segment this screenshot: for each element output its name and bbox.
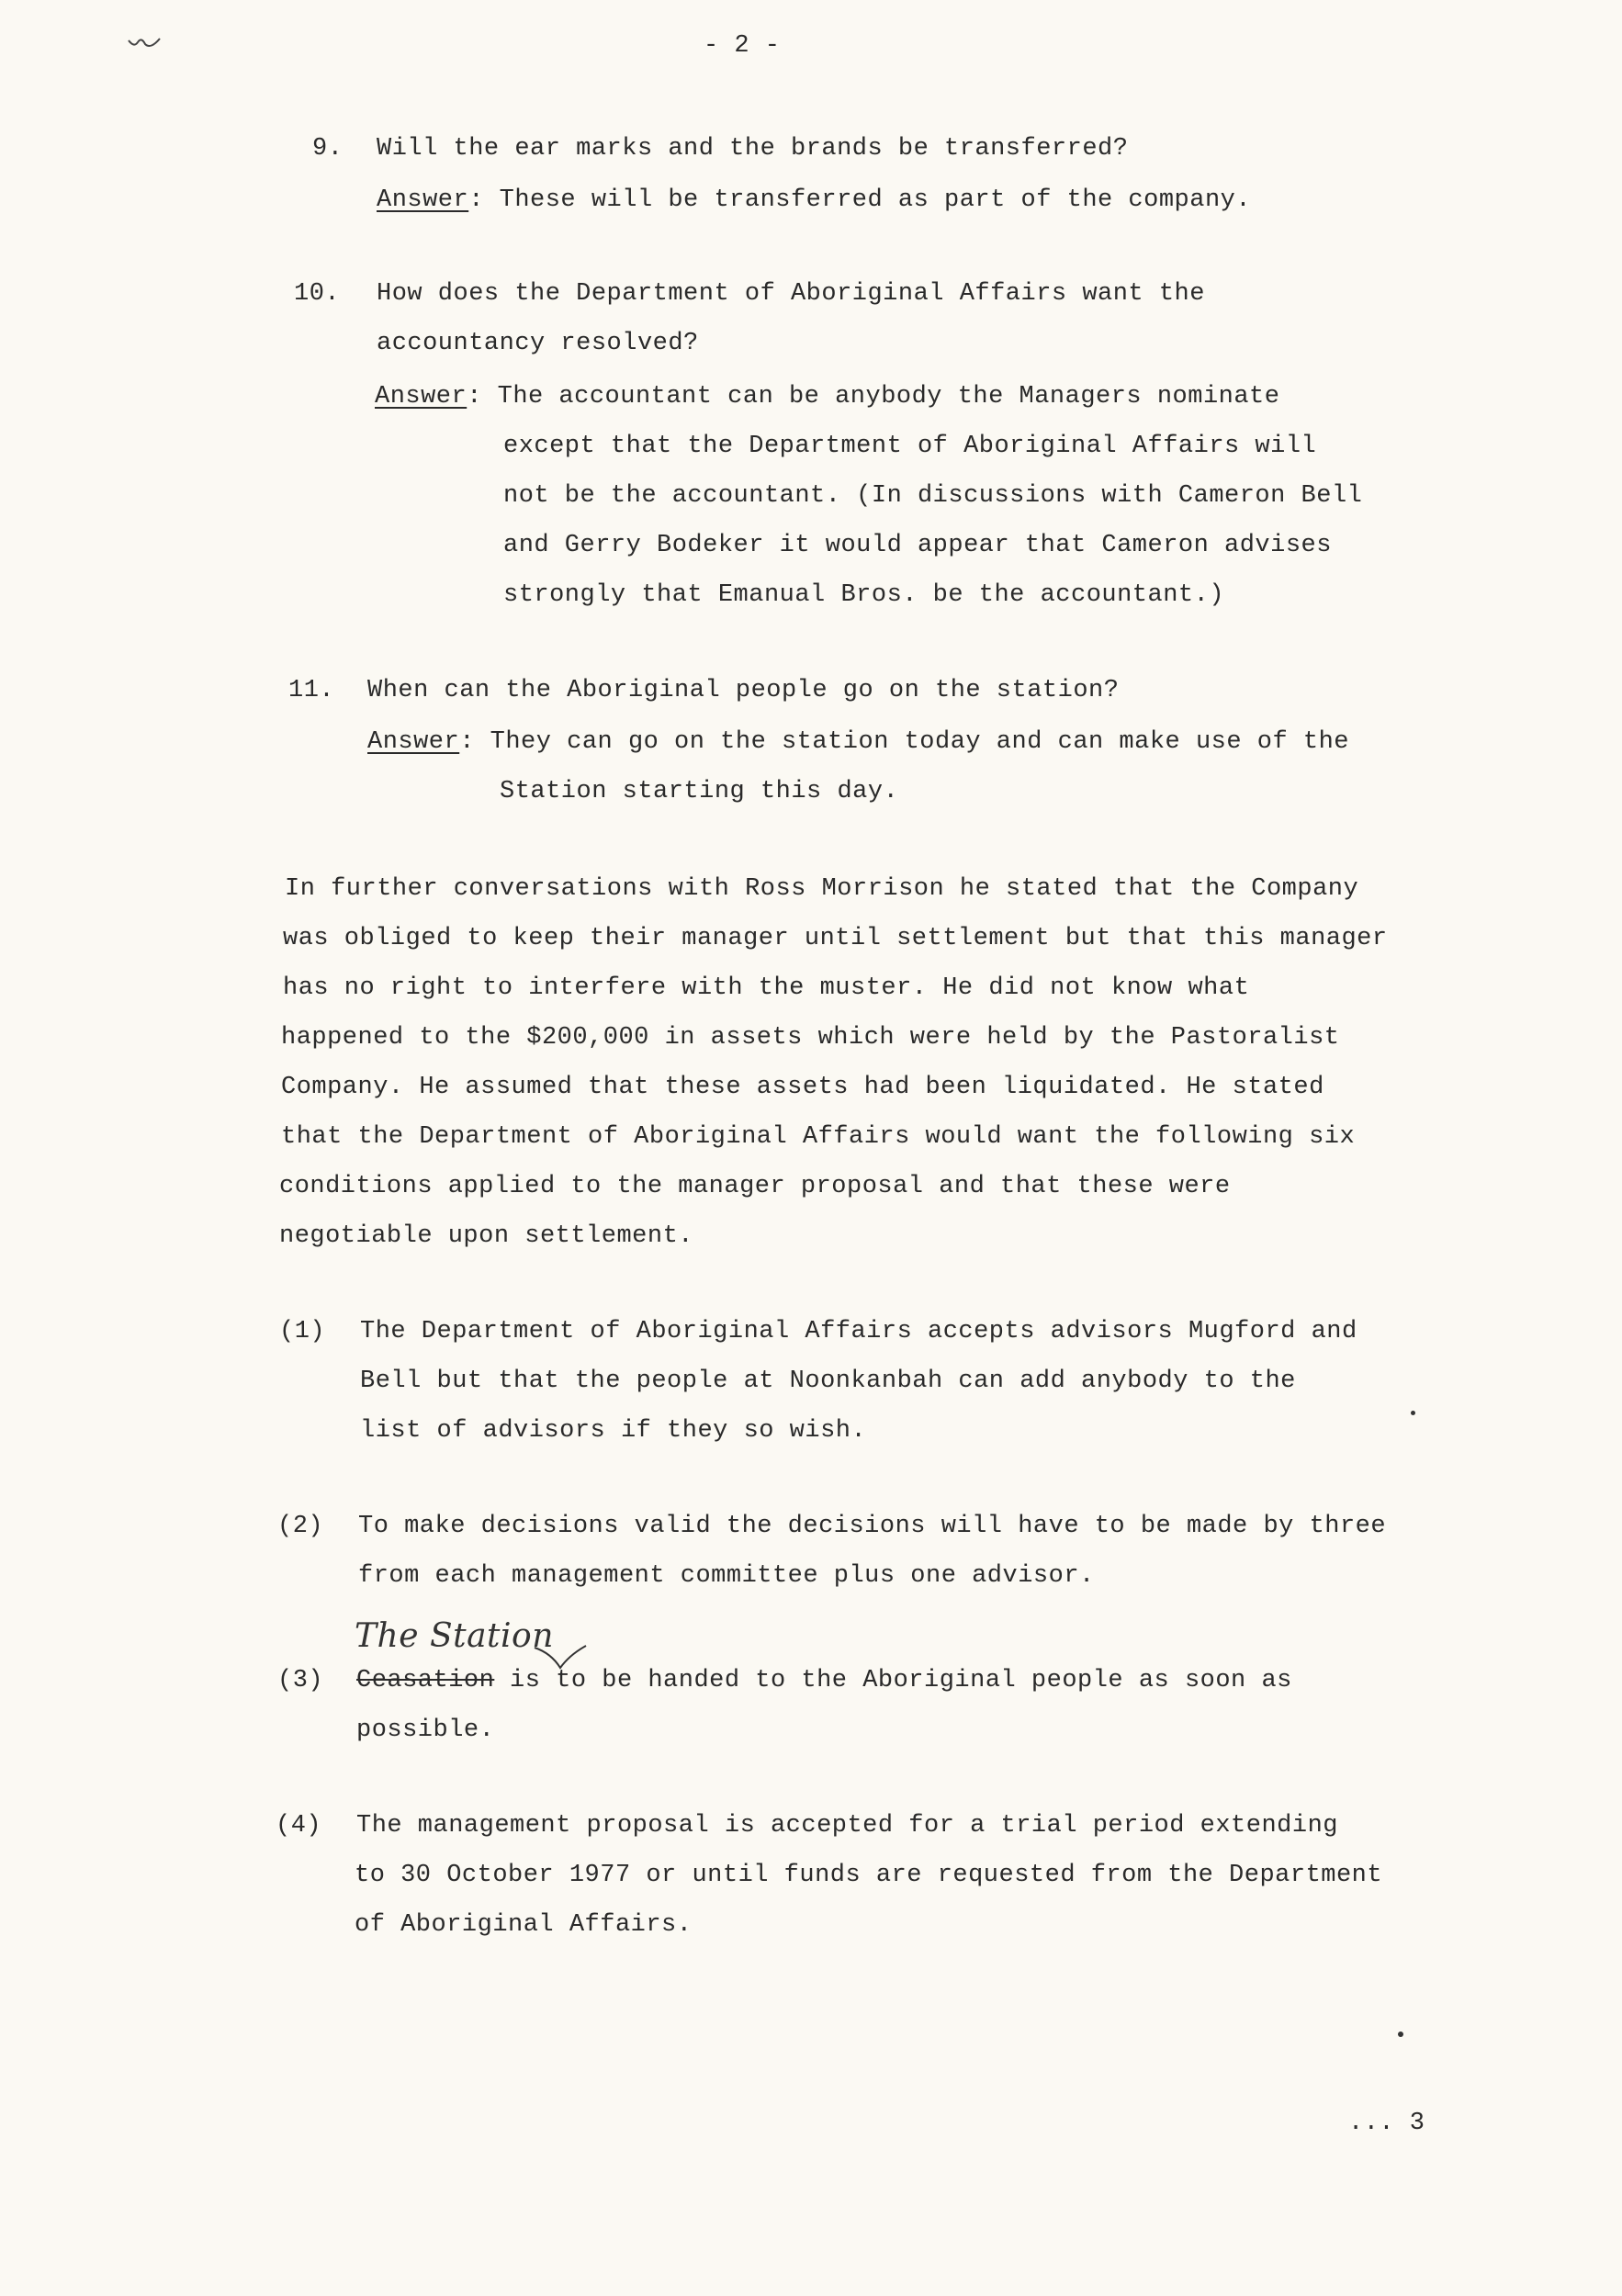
question-10-number: 10. [294,280,341,308]
handwritten-insert: The Station [355,1617,554,1655]
question-11-answer: Answer: They can go on the station today and can make use of the [367,728,1349,756]
question-9-answer: Answer: These will be transferred as part of the company. [377,186,1252,214]
condition-3-line-1 [356,1660,1292,1701]
condition-2-line-2: from each management committee plus one advisor. [358,1562,1095,1590]
answer-text: The accountant can be anybody the Managers nominate [497,383,1280,411]
condition-3-line-2: possible. [356,1716,495,1744]
continuation-marker: ... 3 [1348,2110,1425,2137]
paragraph-line-1: In further conversations with Ross Morrison he stated that the Company [285,875,1359,903]
condition-3-text: is to be handed to the Aboriginal people as soon as [510,1667,1292,1694]
paragraph-line-4: happened to the $200,000 in assets which were held by the Pastoralist [281,1024,1340,1052]
condition-1-line-3: list of advisors if they so wish. [360,1417,867,1445]
question-10-answer-line-3: not be the accountant. (In discussions with Cameron Bell [503,482,1363,510]
answer-label: Answer [367,728,460,756]
paragraph-line-7: conditions applied to the manager proposal and that these were [279,1173,1231,1200]
corner-tick-mark [127,35,163,53]
question-10-line-1: How does the Department of Aboriginal Affairs want the [377,280,1205,308]
condition-3-number: (3) [277,1667,324,1694]
answer-label: Answer [377,186,469,214]
paragraph-line-5: Company. He assumed that these assets had been liquidated. He stated [281,1074,1324,1101]
question-9-number: 9. [312,135,344,163]
condition-1-number: (1) [279,1318,326,1345]
struck-word: Ceasation [356,1667,495,1694]
answer-text: They can go on the station today and can make use of the [490,728,1349,756]
question-10-answer-line-2: except that the Department of Aboriginal Affairs will [503,433,1317,460]
condition-4-number: (4) [276,1812,322,1840]
question-9-text: Will the ear marks and the brands be transferred? [377,135,1129,163]
answer-label: Answer [375,383,467,411]
paragraph-line-6: that the Department of Aboriginal Affairs would want the following six [281,1123,1356,1151]
paragraph-line-3: has no right to interfere with the muster. He did not know what [283,974,1250,1002]
condition-2-number: (2) [277,1513,324,1540]
question-10-line-2: accountancy resolved? [377,330,699,357]
paragraph-line-2: was obliged to keep their manager until settlement but that this manager [283,925,1388,952]
ink-dot [1398,2032,1403,2037]
condition-1-line-1: The Department of Aboriginal Affairs accepts advisors Mugford and [360,1318,1357,1345]
question-11-answer-line-2: Station starting this day. [500,778,899,805]
condition-1-line-2: Bell but that the people at Noonkanbah can add anybody to the [360,1367,1296,1395]
question-11-text: When can the Aboriginal people go on the station? [367,677,1120,704]
question-10-answer-line-5: strongly that Emanual Bros. be the accountant.) [503,581,1225,609]
question-10-answer-line-4: and Gerry Bodeker it would appear that Cameron advises [503,532,1332,559]
ink-dot [1411,1411,1415,1415]
question-11-number: 11. [288,677,335,704]
condition-4-line-2: to 30 October 1977 or until funds are requested from the Department [355,1862,1383,1889]
question-10-answer: Answer: The accountant can be anybody the Managers nominate [375,383,1280,411]
condition-4-line-1: The management proposal is accepted for a trial period extending [356,1812,1338,1840]
paragraph-line-8: negotiable upon settlement. [279,1222,693,1250]
condition-4-line-3: of Aboriginal Affairs. [355,1911,693,1939]
page-number: - 2 - [704,32,781,60]
answer-text: These will be transferred as part of the company. [499,186,1252,214]
condition-2-line-1: To make decisions valid the decisions will have to be made by three [358,1513,1387,1540]
